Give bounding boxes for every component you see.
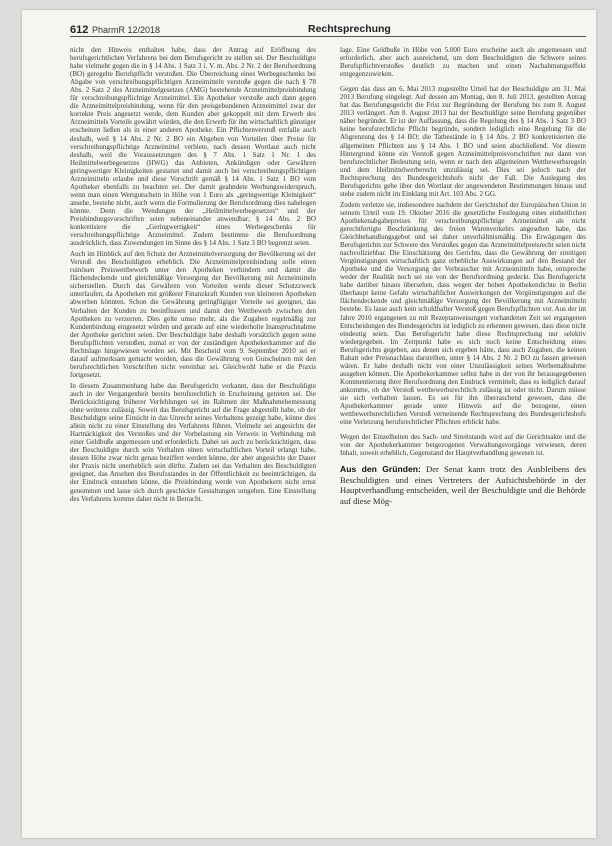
page-header xyxy=(70,20,586,42)
paragraph: lage. Eine Geldbuße in Höhe von 5.000 Euro erscheine auch als angemessen und erforderlich, aber auch ausreichend, um dem Beschuldigten die Schwere seines Berufspflichtverstoßes deutlich zu machen und einen Nachahmungseffekt entgegenzuwirken. xyxy=(340,46,586,79)
right-column xyxy=(340,46,586,836)
reasons-paragraph xyxy=(340,464,586,506)
paragraph: Auch im Hinblick auf den Schutz der Arzneimittelversorgung der Bevölkerung sei der Verstoß des Beschuldigten erheblich. Die Arzneimittelpreisbindung solle einen ruinösen Preiswettbewerb unter den Apotheken verhindern und damit die flächendeckende und gleichmäßige Versorgung der Bevölkerung mit Arzneimitteln sicherstellen. Durch das Gewähren von Vorteilen werde dieser Schutzzweck unterlaufen, da Apotheken mit größerer Finanzkraft Kunden von kleineren Apotheken abwerben könnten. Schon die Gewährung geringfügiger Vorteile sei geeignet, das Verhalten der Kunden zu beeinflussen und damit den Wettbewerb zwischen den Apotheken zu verzerren. Dies gelte umso mehr, als die Zugaben regelmäßig zur Kundenbindung eingesetzt würden und gerade auf eine wiederholte Inanspruchnahme der Apotheke gerichtet seien. Der Beschuldigte habe deshalb vorsätzlich gegen seine Berufspflichten verstoßen, zumal er von der zuständigen Apothekerkammer auf die Rechtslage hingewiesen worden sei. Mit Bescheid vom 9. September 2010 sei er darauf aufmerksam gemacht worden, dass die Gewährung von Gutscheinen mit den berufsrechtlichen Vorschriften nicht vereinbar sei. Gleichwohl habe er die Praxis fortgesetzt. xyxy=(70,250,316,379)
reasons-heading: Aus den Gründen: xyxy=(340,464,421,475)
section-title: Rechtsprechung xyxy=(308,23,391,35)
paragraph: Wegen der Einzelheiten des Sach- und Streitstands wird auf die Gerichtsakte und die von der Apothekerkammer beigezogenen Verwaltungsvorgänge verwiesen, deren Inhalt, soweit erheblich, Gegenstand der Hauptverhandlung gewesen ist. xyxy=(340,433,586,458)
paragraph: Gegen das dass am 6. Mai 2013 zugestellte Urteil hat der Beschuldigte am 31. Mai 2013 Berufung eingelegt. Auf dessen am Montag, den 8. Juli 2013, gestellten Antrag hat das Berufungsgericht die Frist zur Begründung der Berufung bis zum 8. August 2013 verlängert. Am 8. August 2013 hat der Beschuldigte seine Berufung gegenüber näher begründet. Er ist der Auffassung, dass die Regelung des § 14 Abs. 1 Satz 3 BO keine berufsrechtliche Pflicht begründe, sondern lediglich eine Regelung für die Abgrenzung des § 14 BO; die Tatbestände in § 14 Abs. 2 BO konkretisierten die allgemeinen Pflichten aus § 14 Abs. 1 BO und seien abschließend. Vor diesem Hintergrund könne ein Verstoß gegen Arzneimittelpreisvorschriften nur dann von berufsrechtlicher Bedeutung sein, wenn er nach den allgemeinen Wettbewerbsregeln und dem Heilmittelwerberecht unzulässig sei. Dies sei jedoch nach der Rechtsprechung des Bundesgerichtshofs nicht der Fall. Die Auslegung des Berufsgerichts gehe über den Wortlaut der angewendeten Bestimmungen hinaus und stehe zudem nicht im Einklang mit Art. 103 Abs. 2 GG. xyxy=(340,85,586,198)
document-page xyxy=(22,10,596,838)
paragraph: In diesem Zusammenhang habe das Berufsgericht verkannt, dass der Beschuldigte auch in der Vergangenheit bereits berufsrechtlich in Erscheinung getreten sei. Die Berücksichtigung früherer Verfehlungen sei im Rahmen der Maßnahmebemessung ohne weiteres zulässig. Soweit das Berufsgericht auf die Frage abgestellt habe, ob der Beschuldigte seine Einsicht in das Unrecht seines Verhaltens gezeigt habe, könne dies allein nicht zu einer Einstellung des Verfahrens führen. Vielmehr sei angesichts der Hartnäckigkeit des Verstoßes und der Vorbelastung ein Verweis in Verbindung mit einer Geldbuße angemessen und erforderlich. Dabei sei auch zu berücksichtigen, dass der Beschuldigte durch sein Verhalten einen wirtschaftlichen Vorteil erlangt habe, dessen Höhe zwar nicht genau beziffert werden könne, der aber angesichts der Dauer der Praxis nicht unerheblich sein dürfte. Zudem sei das Verhalten des Beschuldigten geeignet, das Ansehen des Berufsstandes in der Öffentlichkeit zu beeinträchtigen, da der Eindruck entstehen könne, die Preisbindung werde von Apothekern nicht ernst genommen und lasse sich durch geschickte Gestaltungen umgehen. Eine Einstellung des Verfahrens komme daher nicht in Betracht. xyxy=(70,381,316,503)
left-column xyxy=(70,46,316,836)
reasons-text: Der Senat kann trotz des Ausbleibens des Beschuldigten und eines Vertreters der Aufsichtsbehörde in der Hauptverhandlung entscheiden, weil der Beschuldigte und die Behörde auf diese Mög- xyxy=(340,464,586,507)
paragraph: nicht den Hinweis enthalten habe, dass der Antrag auf Eröffnung des berufsgerichtlichen Verfahrens bei dem Berufsgericht zu stellen sei. Der Beschuldigte habe vielmehr gegen die in § 14 Abs. 1 Satz 3 i. V. m. Abs. 2 Nr. 2 der Berufsordnung (BO) geregelte Berufspflicht verstoßen. Die Überreichung eines Werbegeschenks bei Abgabe von verschreibungspflichtigen Arzneimitteln verstoße gegen die nach § 78 Abs. 2 Satz 2 des Arzneimittelgesetzes (AMG) bestehende Arzneimittelpreisbindung für verschreibungspflichtige Arzneimittel. Ein Apotheker verstoße auch dann gegen die Arzneimittelpreisbindung, wenn für den preisgebundenen Arzneimittel zwar der korrekte Preis angesetzt werde, dem Kunden aber gekoppelt mit dem Erwerb des Arzneimittels Vorteile gewährt würden, die den Erwerb für ihn wirtschaftlich günstiger erscheinen ließen als in einer anderen Apotheke. Ein Pflichtenverstoß entfalle auch deshalb, weil § 14 Abs. 2 Nr. 2 BO ein Abgeben von Vorteilen über Preise für verschreibungspflichtige Arzneimittel verbiete, nach dessen Wortlaut auch nicht deshalb, weil die Voraussetzungen des § 7 Abs. 1 Satz 1 Nr. 1 des Heilmittelwerbegesetzes (HWG) das Anbieten, Ankündigen oder Gewähren geringwertiger Kleinigkeiten gestattet und damit auch bei verschreibungspflichtigen Arzneimitteln erlaube und diese Vorschrift gemäß § 14 Abs. 1 Satz 1 BO vom Apotheker ebenfalls zu beachten sei. Der damit geahndete Werbungswiderspruch, wenn man einen Wertgutschein in Höhe von 1 Euro als „geringwertige Kleinigkeit“ ansehe, bestehe nicht, auch wenn die Formulierung der Berufsordnung dies nahelegen könnte. Denn die Wendungen der „Heilmittelwerbegesetzes“ und der Preisbindungsvorschriften seien nebeneinander anwendbar; § 14 Abs. 2 BO konkretisiere die „Geringwertigkeit“ eines Werbegeschenks für verschreibungspflichtige Arzneimittel. Zudem bestimme die Berufsordnung ausdrücklich, dass Zuwendungen im Sinne des § 14 Abs. 1 Satz 3 BO begrenzt seien. xyxy=(70,46,316,248)
header-rule xyxy=(70,36,586,37)
journal-citation: PharmR 12/2018 xyxy=(92,25,161,35)
page-number: 612 xyxy=(70,24,89,36)
paragraph: Zudem verletze sie, insbesondere nachdem der Gerichtshof der Europäischen Union in seinem Urteil vom 19. Oktober 2016 die gesetzliche Festlegung eines einheitlichen Apothekenabgabepreises für verschreibungspflichtige Arzneimittel als nicht gerechtfertigte Beschränkung des freien Warenverkehrs angesehen habe, das Gleichbehandlungsgebot und sei daher unverhältnismäßig. Die Erwägungen des Berufsgerichts zur Schwere des Verstoßes gegen das Arzneimittelpreisrecht seien nicht nachvollziehbar. Die Einschätzung des Gerichts, dass die Gewährung der streitigen Vergünstigungen wirtschaftlich ganz erhebliche Auswirkungen auf den Bestand der Apotheke und die Versorgung der Verbraucher mit Arzneimitteln habe, entspreche weder der Realität noch sei sie von der Berufsordnung gedeckt. Das Berufsgericht habe darüber hinaus übersehen, dass wegen der hohen Apothekendichte in Berlin überhaupt keine Gefahr wirtschaftlicher Auswirkungen der Vergünstigungen auf die flächendeckende und gleichmäßige Versorgung der Bevölkerung mit Arzneimitteln bestehe. Es lasse auch kein schuldhafter Verstoß gegen Berufspflichten vor. Aus der im Jahre 2010 ergangenen zu mit Rezeptanweisungen vorhandenen Zeit sei ergangenen Entscheidungen des Bundesgerichts ist lediglich zu erkennen gewesen, dass diese nicht eindeutig seien. Das Berufsgericht habe diese Rechtsprechung nur selektiv wiedergegeben. Im Zeitpunkt habe es sich noch keine Entscheidung eines Berufsgerichts gegeben, aus denen sich ergeben hätte, dass auch Zugaben, die keinen Rabatt oder Preisnachlass darstellten, unter § 14 Abs. 2 Nr. 2 BO zu fassen gewesen wären. Er habe deshalb nicht von einer Unzulässigkeit seines Werbemaßnahme ausgehen können. Die Apothekerkammer selbst habe in der von ihr herausgegebenen Kommentierung ihrer Berufsordnung den Eindruck vermittelt, dass es lediglich darauf ankomme, ob der Verstoß wettbewerbsrechtlich zulässig ist oder nicht. Darum müsse sie sich verhalten lassen. Es sei für ihn überraschend gewesen, dass die Apothekerkammer gerade unter Hinweis auf die bezogene, einen wettbewerbsrechtlichen Verstoß verneinende Rechtsprechung des Bundesgerichtshofs eine Verletzung berufsrechtlicher Pflichten erblickt habe. xyxy=(340,200,586,427)
